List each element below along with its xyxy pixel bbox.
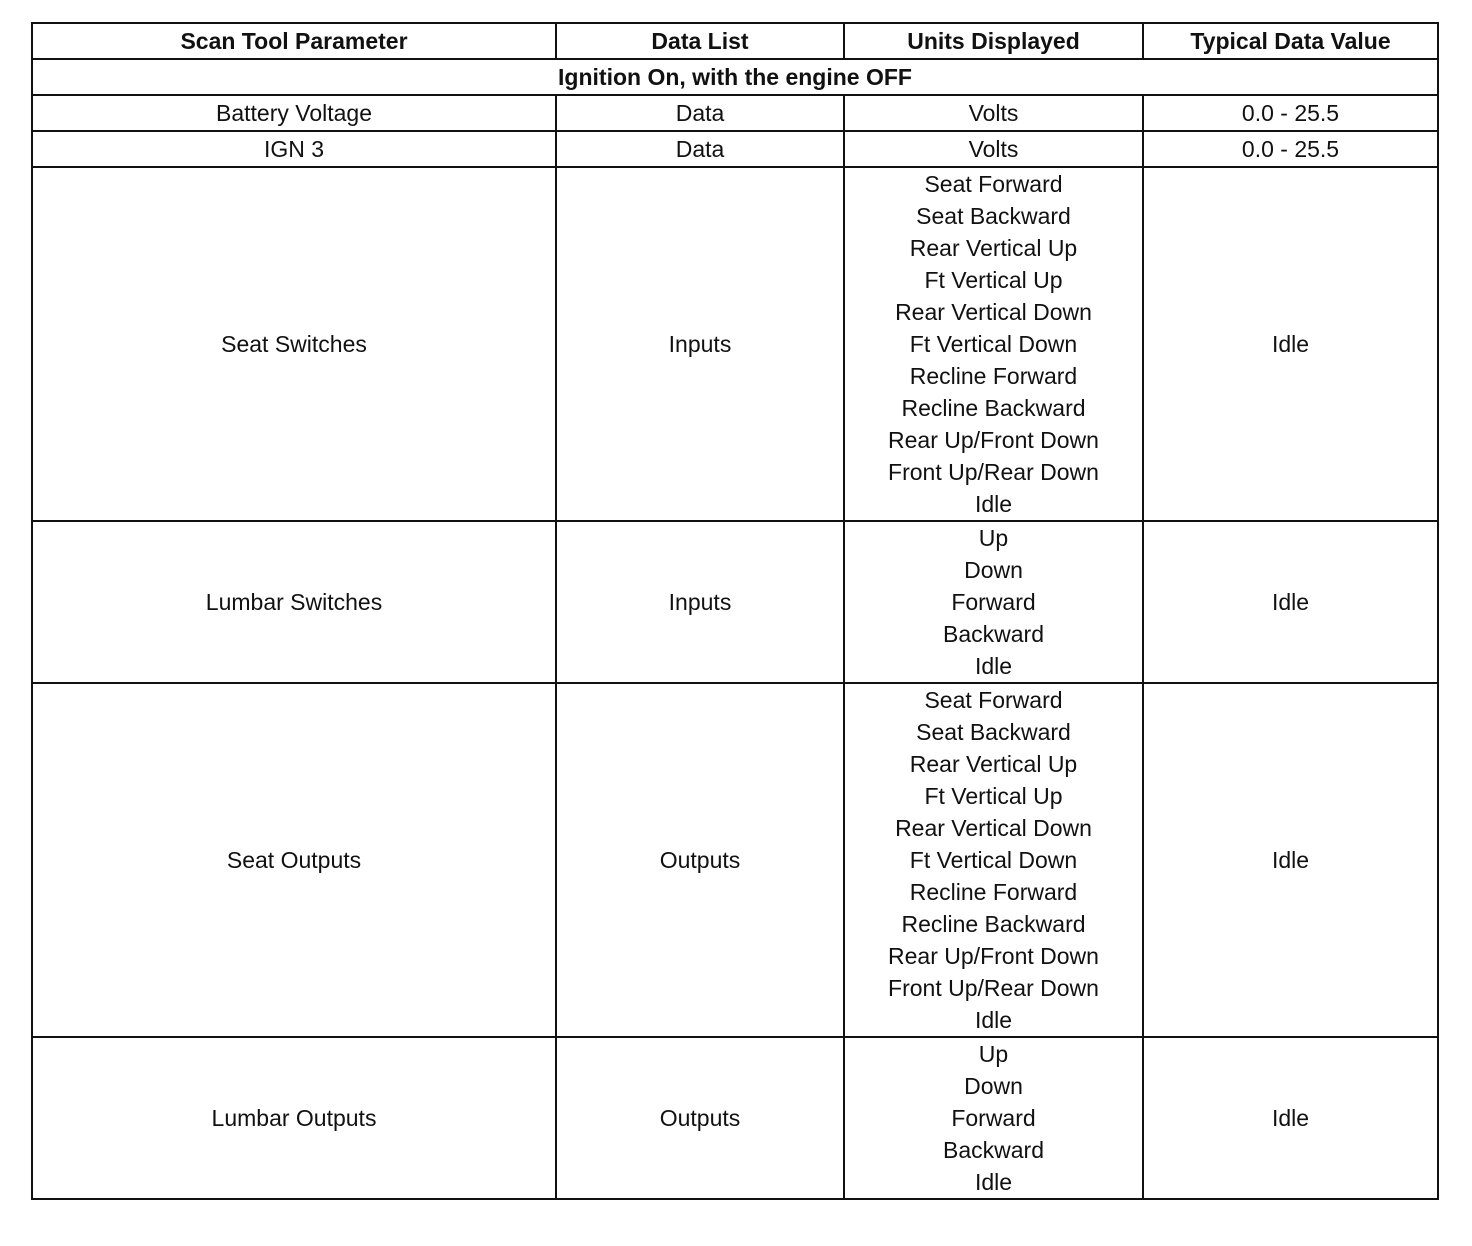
unit-value: Seat Forward xyxy=(924,171,1063,197)
unit-value: Down xyxy=(964,1073,1023,1099)
unit-value: Rear Vertical Down xyxy=(895,299,1092,325)
section-row xyxy=(32,59,1438,95)
unit-value: Backward xyxy=(943,621,1044,647)
unit-value: Recline Forward xyxy=(909,363,1078,389)
unit-value: Seat Backward xyxy=(916,719,1071,745)
parameter-cell: IGN 3 xyxy=(32,131,556,167)
header-row xyxy=(32,23,1438,59)
section-title: Ignition On, with the engine OFF xyxy=(32,59,1438,95)
unit-value: Recline Backward xyxy=(901,911,1086,937)
unit-value: Recline Forward xyxy=(909,879,1078,905)
data-list-cell: Outputs xyxy=(556,683,844,1037)
table-row xyxy=(32,683,1438,1037)
scan-tool-data-table xyxy=(31,22,1439,1200)
table-row xyxy=(32,131,1438,167)
unit-value: Idle xyxy=(974,1007,1013,1033)
data-list-cell: Data xyxy=(556,95,844,131)
data-list-cell: Data xyxy=(556,131,844,167)
unit-value: Rear Vertical Down xyxy=(895,815,1092,841)
parameter-cell: Battery Voltage xyxy=(32,95,556,131)
typical-value-cell: Idle xyxy=(1143,521,1438,683)
unit-value: Backward xyxy=(943,1137,1044,1163)
unit-value: Forward xyxy=(951,589,1036,615)
typical-value-cell: Idle xyxy=(1143,167,1438,521)
table-row xyxy=(32,521,1438,683)
unit-value: Seat Backward xyxy=(916,203,1071,229)
unit-value: Idle xyxy=(974,1169,1013,1195)
units-displayed-cell xyxy=(844,521,1143,683)
units-displayed-cell xyxy=(844,683,1143,1037)
unit-value: Ft Vertical Down xyxy=(909,847,1078,873)
typical-value-cell: Idle xyxy=(1143,683,1438,1037)
data-list-cell: Inputs xyxy=(556,521,844,683)
parameter-cell: Seat Outputs xyxy=(32,683,556,1037)
unit-value: Front Up/Rear Down xyxy=(888,975,1099,1001)
unit-value: Rear Up/Front Down xyxy=(888,427,1099,453)
unit-value: Up xyxy=(978,525,1009,551)
units-displayed-cell xyxy=(844,167,1143,521)
unit-value: Rear Up/Front Down xyxy=(888,943,1099,969)
unit-value: Ft Vertical Up xyxy=(924,267,1063,293)
unit-value: Down xyxy=(964,557,1023,583)
parameter-cell: Lumbar Outputs xyxy=(32,1037,556,1199)
typical-value-cell: 0.0 - 25.5 xyxy=(1143,131,1438,167)
parameter-cell: Seat Switches xyxy=(32,167,556,521)
units-displayed-cell xyxy=(844,131,1143,167)
table-row xyxy=(32,1037,1438,1199)
typical-value-cell: Idle xyxy=(1143,1037,1438,1199)
unit-value: Recline Backward xyxy=(901,395,1086,421)
header-units-displayed: Units Displayed xyxy=(844,23,1143,59)
parameter-cell: Lumbar Switches xyxy=(32,521,556,683)
data-list-cell: Outputs xyxy=(556,1037,844,1199)
units-displayed-cell xyxy=(844,95,1143,131)
unit-value: Forward xyxy=(951,1105,1036,1131)
unit-value: Rear Vertical Up xyxy=(909,751,1078,777)
typical-value-cell: 0.0 - 25.5 xyxy=(1143,95,1438,131)
unit-value: Front Up/Rear Down xyxy=(888,459,1099,485)
unit-value: Up xyxy=(978,1041,1009,1067)
table-row xyxy=(32,95,1438,131)
unit-value: Volts xyxy=(968,136,1019,162)
header-typical-data-value: Typical Data Value xyxy=(1143,23,1438,59)
unit-value: Idle xyxy=(974,653,1013,679)
unit-value: Ft Vertical Down xyxy=(909,331,1078,357)
unit-value: Idle xyxy=(974,491,1013,517)
table-row xyxy=(32,167,1438,521)
unit-value: Volts xyxy=(968,100,1019,126)
unit-value: Ft Vertical Up xyxy=(924,783,1063,809)
unit-value: Seat Forward xyxy=(924,687,1063,713)
units-displayed-cell xyxy=(844,1037,1143,1199)
header-data-list: Data List xyxy=(556,23,844,59)
data-list-cell: Inputs xyxy=(556,167,844,521)
unit-value: Rear Vertical Up xyxy=(909,235,1078,261)
header-scan-tool-parameter: Scan Tool Parameter xyxy=(32,23,556,59)
